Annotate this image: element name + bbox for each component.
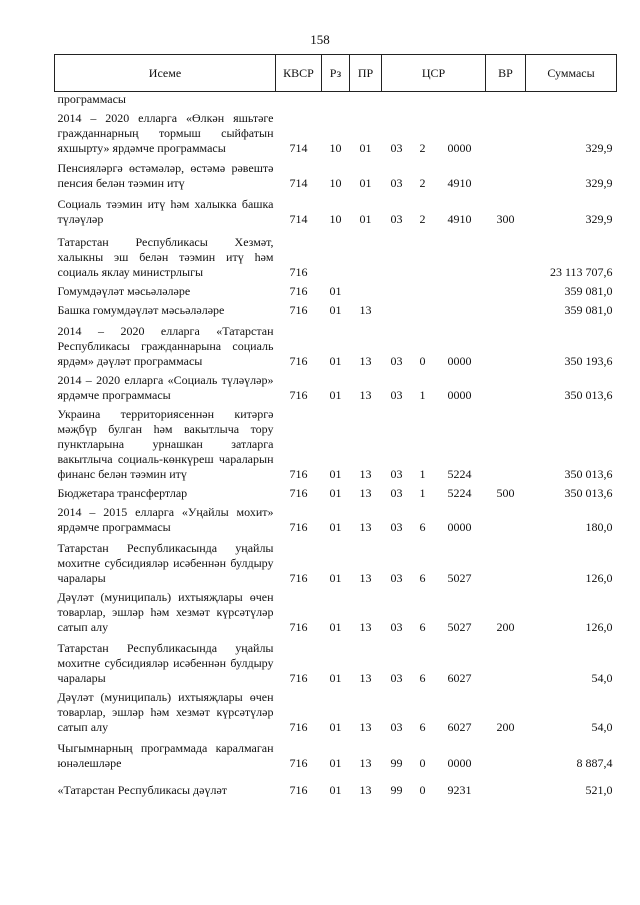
- table-row: [55, 735, 617, 771]
- row-name: «Татарстан Республикасы дәүләт: [57, 783, 228, 797]
- row-kvsr: 716: [289, 783, 308, 797]
- row-amount: 350 193,6: [564, 354, 613, 368]
- row-csr-program: 03: [390, 141, 403, 155]
- row-csr-program: 03: [390, 620, 403, 634]
- row-vr: [486, 299, 526, 318]
- row-amount: 521,0: [585, 783, 613, 797]
- row-pr: 13: [359, 388, 372, 402]
- row-csr-subprogram: 2: [419, 176, 426, 190]
- row-rz: 01: [329, 354, 342, 368]
- row-vr: [486, 771, 526, 798]
- table-row: [55, 227, 617, 280]
- row-csr-subprogram: 1: [419, 486, 426, 500]
- row-csr-direction: [434, 92, 486, 108]
- row-name: Башка гомумдәүләт мәсьәләләре: [57, 303, 225, 317]
- table-body: [55, 92, 617, 799]
- table-row: [55, 191, 617, 227]
- row-csr-subprogram: 6: [419, 671, 426, 685]
- row-pr: [350, 280, 382, 299]
- row-csr-direction: [434, 280, 486, 299]
- row-csr-program: [382, 280, 412, 299]
- row-pr: 13: [359, 520, 372, 534]
- table-row: [55, 403, 617, 482]
- row-amount: 126,0: [585, 571, 613, 585]
- row-rz: 01: [329, 756, 342, 770]
- row-kvsr: 716: [289, 720, 308, 734]
- header-vr: ВР: [486, 55, 526, 92]
- row-csr-direction: 5224: [447, 467, 472, 481]
- row-name: Дәүләт (муниципаль) ихтыяҗлары өчен товарлар, эшләр һәм хезмәт күрсәтүләр сатып алу: [57, 590, 274, 634]
- row-csr-direction: 0000: [447, 520, 472, 534]
- row-csr-program: 03: [390, 671, 403, 685]
- row-rz: [322, 227, 350, 280]
- row-amount: 350 013,6: [564, 486, 613, 500]
- table-header-row: [55, 55, 617, 92]
- row-csr-direction: 0000: [447, 354, 472, 368]
- row-amount: 350 013,6: [564, 467, 613, 481]
- row-rz: 01: [329, 571, 342, 585]
- row-csr-program: [382, 227, 412, 280]
- table-row: [55, 107, 617, 156]
- table-row: [55, 501, 617, 535]
- row-amount: 359 081,0: [564, 303, 613, 317]
- row-name: 2014 – 2020 елларга «Татарстан Республикасы гражданнарына социаль ярдәм» дәүләт программасы: [57, 324, 274, 368]
- row-kvsr: 716: [289, 620, 308, 634]
- row-amount: 23 113 707,6: [549, 265, 613, 279]
- row-amount: 350 013,6: [564, 388, 613, 402]
- row-name: Чыгымнарның программада каралмаган юнәлешләре: [57, 741, 274, 770]
- row-vr: [486, 92, 526, 108]
- row-pr: 01: [359, 141, 372, 155]
- table-row: [55, 369, 617, 403]
- row-kvsr: [276, 92, 322, 108]
- row-kvsr: 716: [289, 265, 308, 279]
- row-name: Гомумдәүләт мәсьәләләре: [57, 284, 191, 298]
- row-csr-direction: 6027: [447, 671, 472, 685]
- row-csr-subprogram: 0: [419, 783, 426, 797]
- row-rz: 01: [329, 720, 342, 734]
- row-csr-subprogram: [412, 92, 434, 108]
- row-kvsr: 716: [289, 388, 308, 402]
- row-name: Татарстан Республикасында уңайлы мохитне субсидияләр исәбеннән булдыру чаралары: [57, 541, 274, 585]
- row-amount: 329,9: [585, 176, 613, 190]
- row-csr-subprogram: 1: [419, 467, 426, 481]
- row-vr: 200: [496, 620, 515, 634]
- row-vr: 500: [496, 486, 515, 500]
- row-pr: 13: [359, 467, 372, 481]
- header-name: Исеме: [55, 55, 276, 92]
- row-csr-program: 03: [390, 388, 403, 402]
- row-name: Пенсияләргә өстәмәләр, өстәмә рәвештә пенсия белән тәэмин итү: [57, 161, 274, 190]
- row-amount: 359 081,0: [564, 284, 613, 298]
- row-csr-direction: 6027: [447, 720, 472, 734]
- row-pr: [350, 92, 382, 108]
- row-amount: 8 887,4: [576, 756, 613, 770]
- row-vr: [486, 501, 526, 535]
- row-kvsr: 716: [289, 520, 308, 534]
- row-csr-direction: 4910: [447, 212, 472, 226]
- row-csr-direction: 5027: [447, 571, 472, 585]
- row-vr: [486, 403, 526, 482]
- row-rz: 01: [329, 783, 342, 797]
- row-csr-direction: 0000: [447, 388, 472, 402]
- row-kvsr: 716: [289, 756, 308, 770]
- row-vr: [486, 280, 526, 299]
- row-amount: 126,0: [585, 620, 613, 634]
- row-rz: 10: [329, 176, 342, 190]
- row-name: Социаль тәэмин итү һәм халыкка башка түләүләр: [57, 197, 274, 226]
- row-kvsr: 714: [289, 212, 308, 226]
- row-csr-program: [382, 92, 412, 108]
- row-amount: 180,0: [585, 520, 613, 534]
- row-csr-program: 03: [390, 354, 403, 368]
- row-name: Татарстан Республикасында уңайлы мохитне субсидияләр исәбеннән булдыру чаралары: [57, 641, 274, 685]
- row-pr: [350, 227, 382, 280]
- row-csr-direction: 5224: [447, 486, 472, 500]
- row-csr-program: 99: [390, 783, 403, 797]
- page-number: 158: [310, 32, 330, 47]
- row-csr-subprogram: 0: [419, 756, 426, 770]
- row-kvsr: 716: [289, 671, 308, 685]
- row-amount: 329,9: [585, 212, 613, 226]
- row-pr: 13: [359, 486, 372, 500]
- row-rz: [322, 92, 350, 108]
- row-csr-subprogram: [412, 227, 434, 280]
- row-name: Украина территориясеннән китәргә мәҗбүр булган һәм вакытлыча тору пунктларына урнашкан затларга вакытлыча социаль-көнкүреш чараларын финанс белән тәэмин итү: [57, 407, 274, 481]
- row-csr-subprogram: 6: [419, 520, 426, 534]
- row-vr: [486, 635, 526, 686]
- row-kvsr: 716: [289, 486, 308, 500]
- row-pr: 01: [359, 212, 372, 226]
- row-vr: [486, 227, 526, 280]
- row-name: Дәүләт (муниципаль) ихтыяҗлары өчен товарлар, эшләр һәм хезмәт күрсәтүләр сатып алу: [57, 690, 274, 734]
- table-row: [55, 318, 617, 369]
- row-vr: [486, 735, 526, 771]
- row-csr-subprogram: [412, 280, 434, 299]
- row-csr-subprogram: 1: [419, 388, 426, 402]
- row-name: Татарстан Республикасы Хезмәт, халыкны эш белән тәэмин итү һәм социаль яклау министрлыгы: [57, 235, 274, 279]
- row-amount: 329,9: [585, 141, 613, 155]
- row-kvsr: 716: [289, 354, 308, 368]
- table-row: [55, 280, 617, 299]
- row-rz: 01: [329, 388, 342, 402]
- row-csr-direction: 4910: [447, 176, 472, 190]
- row-name: 2014 – 2020 елларга «Социаль түләүләр» ярдәмче программасы: [57, 373, 274, 402]
- row-pr: 13: [359, 720, 372, 734]
- table-row: [55, 771, 617, 798]
- table-row: [55, 535, 617, 586]
- row-csr-direction: 0000: [447, 141, 472, 155]
- row-kvsr: 716: [289, 303, 308, 317]
- row-csr-subprogram: 0: [419, 354, 426, 368]
- row-csr-program: [382, 299, 412, 318]
- row-rz: 01: [329, 284, 342, 298]
- row-csr-program: 03: [390, 212, 403, 226]
- row-vr: [486, 369, 526, 403]
- row-name: 2014 – 2020 елларга «Өлкән яшьтәге гражданнарның тормыш сыйфатын яхшырту» ярдәмче программасы: [57, 111, 274, 155]
- row-vr: [486, 107, 526, 156]
- row-amount: 54,0: [591, 720, 613, 734]
- table-row: [55, 92, 617, 108]
- row-amount: 54,0: [591, 671, 613, 685]
- row-csr-program: 03: [390, 467, 403, 481]
- row-pr: 13: [359, 620, 372, 634]
- row-rz: 01: [329, 671, 342, 685]
- row-kvsr: 716: [289, 571, 308, 585]
- row-csr-program: 99: [390, 756, 403, 770]
- row-kvsr: 714: [289, 176, 308, 190]
- row-pr: 13: [359, 671, 372, 685]
- row-vr: 300: [496, 212, 515, 226]
- row-csr-direction: [434, 227, 486, 280]
- table-row: [55, 635, 617, 686]
- row-kvsr: 716: [289, 284, 308, 298]
- row-csr-subprogram: [412, 299, 434, 318]
- row-pr: 01: [359, 176, 372, 190]
- budget-table: [54, 54, 617, 798]
- row-rz: 01: [329, 303, 342, 317]
- table-row: [55, 482, 617, 501]
- row-csr-program: 03: [390, 720, 403, 734]
- header-rz: Рз: [322, 55, 350, 92]
- row-rz: 10: [329, 141, 342, 155]
- row-vr: [486, 156, 526, 191]
- row-csr-program: 03: [390, 520, 403, 534]
- table-row: [55, 586, 617, 635]
- header-kvsr: КВСР: [276, 55, 322, 92]
- header-pr: ПР: [350, 55, 382, 92]
- row-name: 2014 – 2015 елларга «Уңайлы мохит» ярдәмче программасы: [57, 505, 274, 534]
- row-csr-subprogram: 2: [419, 212, 426, 226]
- row-csr-direction: 0000: [447, 756, 472, 770]
- row-rz: 01: [329, 520, 342, 534]
- row-pr: 13: [359, 303, 372, 317]
- row-rz: 10: [329, 212, 342, 226]
- row-csr-subprogram: 2: [419, 141, 426, 155]
- row-pr: 13: [359, 354, 372, 368]
- row-csr-program: 03: [390, 571, 403, 585]
- row-csr-direction: 5027: [447, 620, 472, 634]
- row-rz: 01: [329, 467, 342, 481]
- row-amount: [526, 92, 617, 108]
- row-rz: 01: [329, 486, 342, 500]
- header-csr: ЦСР: [382, 55, 486, 92]
- row-csr-direction: [434, 299, 486, 318]
- row-name: Бюджетара трансфертлар: [57, 486, 188, 500]
- row-csr-direction: 9231: [447, 783, 472, 797]
- row-csr-program: 03: [390, 176, 403, 190]
- header-sum: Суммасы: [526, 55, 617, 92]
- row-pr: 13: [359, 756, 372, 770]
- row-csr-program: 03: [390, 486, 403, 500]
- row-vr: [486, 318, 526, 369]
- row-csr-subprogram: 6: [419, 620, 426, 634]
- row-name: программасы: [57, 92, 126, 106]
- row-pr: 13: [359, 783, 372, 797]
- row-kvsr: 716: [289, 467, 308, 481]
- table-row: [55, 299, 617, 318]
- table-row: [55, 686, 617, 735]
- row-vr: [486, 535, 526, 586]
- row-csr-subprogram: 6: [419, 571, 426, 585]
- row-pr: 13: [359, 571, 372, 585]
- row-rz: 01: [329, 620, 342, 634]
- row-kvsr: 714: [289, 141, 308, 155]
- table-row: [55, 156, 617, 191]
- row-csr-subprogram: 6: [419, 720, 426, 734]
- row-vr: 200: [496, 720, 515, 734]
